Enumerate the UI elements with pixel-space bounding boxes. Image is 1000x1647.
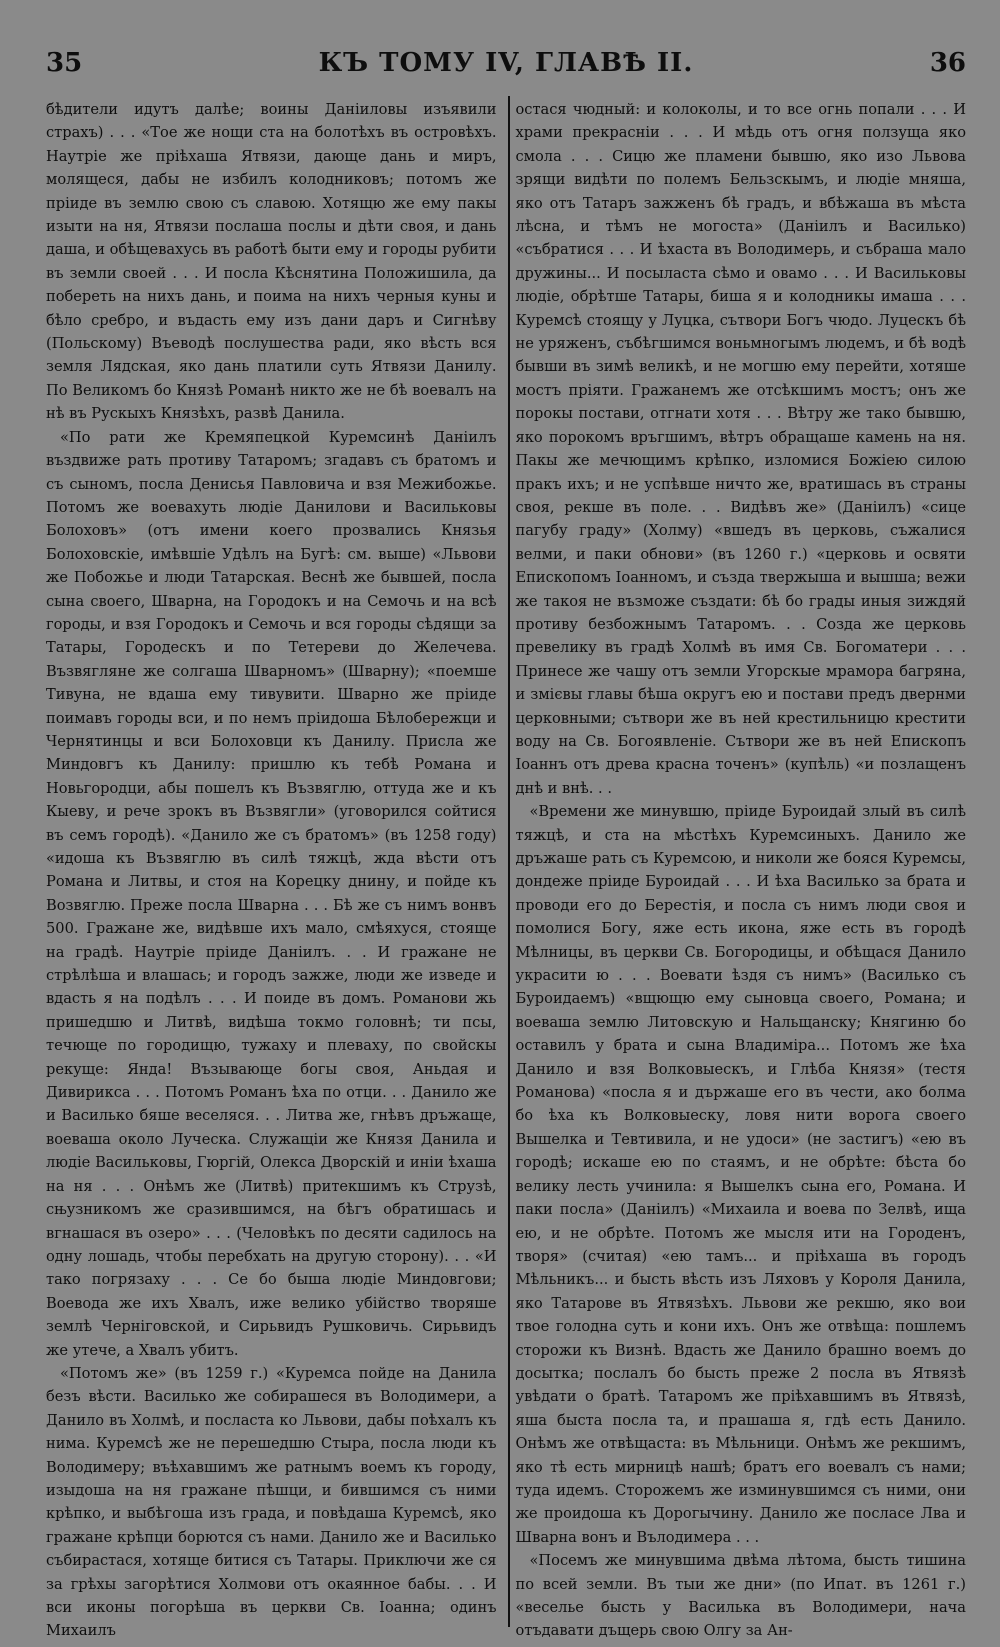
- left-column: [46, 98, 506, 1640]
- paragraph: остася чюдный: и колоколы, и то все огнь попали . . . И храми прекраснiи . . . И мѣдь отъ огня ползуща яко смола . . . Сицю же пламени бывшю, яко изо Львова зрящи видѣти по полемъ Бельзскымъ, и людіе мняша, яко отъ Татаръ зажженъ бѣ градъ, и вбѣжаша въ мѣста лѣсна, и тѣмъ не могоста» (Даніилъ и Василько) «събратися . . . И ѣхаста въ Володимерь, и събраша мало дружины... И посыласта сѣмо и овамо . . . И Васильковы людіе, обрѣтше Татары, биша я и колодникы имаша . . . Куремсѣ стоящу у Луцка, сътвори Богъ чюдо. Луцескъ бѣ не уряженъ, събѣгшимся воньмногымъ людемъ, и бѣ водѣ бывши въ зимѣ великѣ, и не могшю ему перейти, хотяше мостъ пріяти. Гражанемъ же отсѣкшимъ мостъ; онъ же порокы постави, отгнати хотя . . . Вѣтру же тако бывшю, яко порокомъ връгшимъ, вѣтръ обращаше камень на ня. Пакы же мечющимъ крѣпко, изломися Божіею силою пракъ ихъ; и не успѣвше ничто же, вратишась въ страны своя, рекше въ поле. . . Видѣвъ же» (Даніилъ) «сице пагубу граду» (Холму) «вшедъ въ церковь, съжалися велми, и паки обнови» (въ 1260 г.) «церковь и освяти Епископомъ Іоанномъ, и създа твержыша и вышша; вежи же такоя не възможе създати: бѣ бо грады иныя зиждяй противу безбожнымъ Татаромъ. . . Созда же церковь превелику въ градѣ Холмѣ въ имя Св. Богоматери . . . Принесе же чашу отъ земли Угорскые мрамора багряна, и змієвы главы бѣша округъ ею и постави предъ двернми церковными; сътвори же въ ней крестильницю крестити воду на Св. Богоявленіе. Сътвори же въ ней Епископъ Іоаннъ отъ древа красна точенъ» (купѣль) «и позлащенъ днѣ и внѣ. . .: [515, 101, 966, 797]
- page-header: [46, 48, 966, 88]
- page-number-left: 35: [46, 48, 83, 78]
- page-number-right: 36: [929, 48, 966, 78]
- paragraph: «Потомъ же» (въ 1259 г.) «Куремса пойде на Данила безъ вѣсти. Василько же собирашеся въ Володимери, а Данило въ Холмѣ, и посласта ко Львови, дабы поѣхалъ къ нима. Куремсѣ же не перешедшю Стыра, посла люди къ Володимеру; въѣхавшимъ же ратнымъ воемъ къ городу, изыдоша на ня гражане пѣшци, и бившимся съ ними крѣпко, и выбѣгоша изъ града, и повѣдаша Куремсѣ, яко гражане крѣпци борются съ нами. Данило же и Василько събирастася, хотяще битися съ Татары. Приключи же ся за грѣхы загорѣтися Холмови отъ окаянное бабы. . . И вси иконы погорѣша въ церкви Св. Іоанна; одинъ Михаилъ: [46, 1364, 497, 1640]
- column-divider: [508, 96, 510, 1627]
- running-title: КЪ ТОМУ IV, ГЛАВѢ II.: [318, 48, 694, 78]
- paragraph: «Времени же минувшю, пріиде Буроидай злый въ силѣ тяжцѣ, и ста на мѣстѣхъ Куремсиныхъ. Данило же дръжаше рать съ Куремсою, и николи же бояся Куремсы, дондеже пріиде Буроидай . . . И ѣха Василько за брата и проводи его до Берестія, и посла съ нимъ люди своя и помолися Богу, яже есть икона, яже есть въ городѣ Мѣлницы, въ церкви Св. Богородицы, и обѣщася Данило украсити ю . . . Воевати ѣздя съ нимъ» (Василько съ Буроидаемъ) «вщющю ему сыновца своего, Романа; и воеваша землю Литовскую и Нальщанску; Княгиню бо оставилъ у брата и сына Владиміра... Потомъ же ѣха Данило и взя Волковыескъ, и Глѣба Князя» (тестя Романова) «посла я и държаше его въ чести, ако болма бо ѣха къ Волковыеску, ловя нити ворога своего Вышелка и Тевтивила, и не удоси» (не застигъ) «ею въ городѣ; искаше ею по стаямъ, и не обрѣте: бѣста бо велику лесть учинила: я Вышелкъ сына его, Романа. И паки посла» (Даніилъ) «Михаила и воева по Зелвѣ, ища ею, и не обрѣте. Потомъ же мысля ити на Городенъ, творя» (считая) «ею тамъ... и пріѣхаша въ городъ Мѣльникъ... и бысть вѣсть изъ Ляховъ у Короля Данила, яко Татарове въ Ятвязѣхъ. Львови же рекшю, яко вои твое голодна суть и кони ихъ. Онъ же отвѣща: пошлемъ сторожи къ Визнѣ. Вдасть же Данило брашно воемъ до досытка; послалъ бо бысть преже 2 посла въ Ятвязѣ увѣдати о братѣ. Татаромъ же пріѣхавшимъ въ Ятвязѣ, яша быста посла та, и прашаша я, гдѣ есть Данило. Онѣмъ же отвѣщаста: въ Мѣльници. Онѣмъ же рекшимъ, яко тѣ есть мирницѣ нашѣ; братъ его воевалъ съ нами; туда идемъ. Сторожемъ же изминувшимся съ ними, они же проидоша къ Дорогычину. Данило же посласе Лва и Шварна вонъ и Вълодимера . . .: [515, 803, 966, 1546]
- paragraph: бѣдители идутъ далѣе; воины Даніиловы изъявили страхъ) . . . «Тое же нощи ста на болотѣхъ въ островѣхъ. Наутріе же пріѣхаша Ятвязи, дающе дань и миръ, молящеся, дабы не избилъ колодниковъ; потомъ же пріиде въ землю свою съ славою. Хотящю же ему пакы изыти на ня, Ятвязи послаша послы и дѣти своя, и дань даша, и обѣщевахусь въ работѣ быти ему и городы рубити въ земли своей . . . И посла Кѣснятина Положишила, да побереть на нихъ дань, и поима на нихъ черныя куны и бѣло сребро, и въдасть ему изъ дани даръ и Сигнѣву (Польскому) Въеводѣ послушества ради, яко вѣсть вся земля Лядская, яко дань платили суть Ятвязи Данилу. По Великомъ бо Князѣ Романѣ никто же не бѣ воевалъ на нѣ въ Рускыхъ Князѣхъ, развѣ Данила.: [46, 101, 497, 423]
- paragraph: «Посемъ же минувшима двѣма лѣтома, бысть тишина по всей земли. Въ тыи же дни» (по Ипат. въ 1261 г.) «веселье бысть у Василька въ Володимери, нача отъдавати дъщерь свою Олгу за Ан-: [515, 1552, 966, 1640]
- right-column: [506, 98, 967, 1640]
- text-columns: [46, 98, 966, 1640]
- paragraph: «По рати же Кремяпецкой Куремсинѣ Даніилъ въздвиже рать противу Татаромъ; згадавъ съ братомъ и съ сыномъ, посла Денисья Павловича и взя Межибожье. Потомъ же воевахуть людіе Данилови и Васильковы Болоховъ» (отъ имени коего прозвались Князья Болоховскіе, имѣвшіе Удѣлъ на Бугѣ: см. выше) «Львови же Побожье и люди Татарская. Веснѣ же бывшей, посла сына своего, Шварна, на Городокъ и на Семочь и на всѣ городы, и взя Городокъ и Семочь и вся городы сѣдящи за Татары, Городескъ и по Тетереви до Желечева. Възвягляне же солгаша Шварномъ» (Шварну); «поемше Тивуна, не вдаша ему тивувити. Шварно же пріиде поимавъ городы вси, и по немъ пріидоша Бѣлобережци и Чернятинцы и вси Болоховци къ Данилу. Присла же Миндовгъ къ Данилу: пришлю къ тебѣ Романа и Новьгородци, абы пошелъ къ Възвяглю, оттуда же и къ Кыеву, и рече зрокъ въ Възвягли» (уговорился сойтися въ семъ городѣ). «Данило же съ братомъ» (въ 1258 году) «идоша къ Възвяглю въ силѣ тяжцѣ, жда вѣсти отъ Романа и Литвы, и стоя на Корецку днину, и пойде къ Возвяглю. Преже посла Шварна . . . Бѣ же съ нимъ вонвъ 500. Гражане же, видѣвше ихъ мало, смѣяхуся, стояще на градѣ. Наутріе пріиде Даніилъ. . . И гражане не стрѣлѣша и влашась; и городъ зажже, люди же изведе и вдасть я на подѣлъ . . . И поиде въ домъ. Романови жь пришедшю и Литвѣ, видѣша токмо головнѣ; ти псы, течюще по городищю, тужаху и плеваху, по свойскы рекуще: Янда! Възывающе богы своя, Аньдая и Дивирикса . . . Потомъ Романъ ѣха по отци. . . Данило же и Василько бяше веселяся. . . Литва же, гнѣвъ дръжаще, воеваша около Луческа. Служащіи же Князя Данила и людіе Васильковы, Гюргій, Олекса Дворскій и иніи ѣхаша на ня . . . Онѣмъ же (Литвѣ) притекшимъ къ Струзѣ, сњузникомъ же сразившимся, на бѣгъ обратишась и вгнашася въ озеро» . . . (Человѣкъ по десяти садилось на одну лошадь, чтобы перебхать на другую сторону). . . «И тако погрязаху . . . Се бо быша людіе Миндовгови; Воевода же ихъ Хвалъ, иже велико убійство творяше землѣ Черніговской, и Сирьвидъ Рушковичь. Сирьвидъ же утече, а Хвалъ убитъ.: [46, 428, 497, 1359]
